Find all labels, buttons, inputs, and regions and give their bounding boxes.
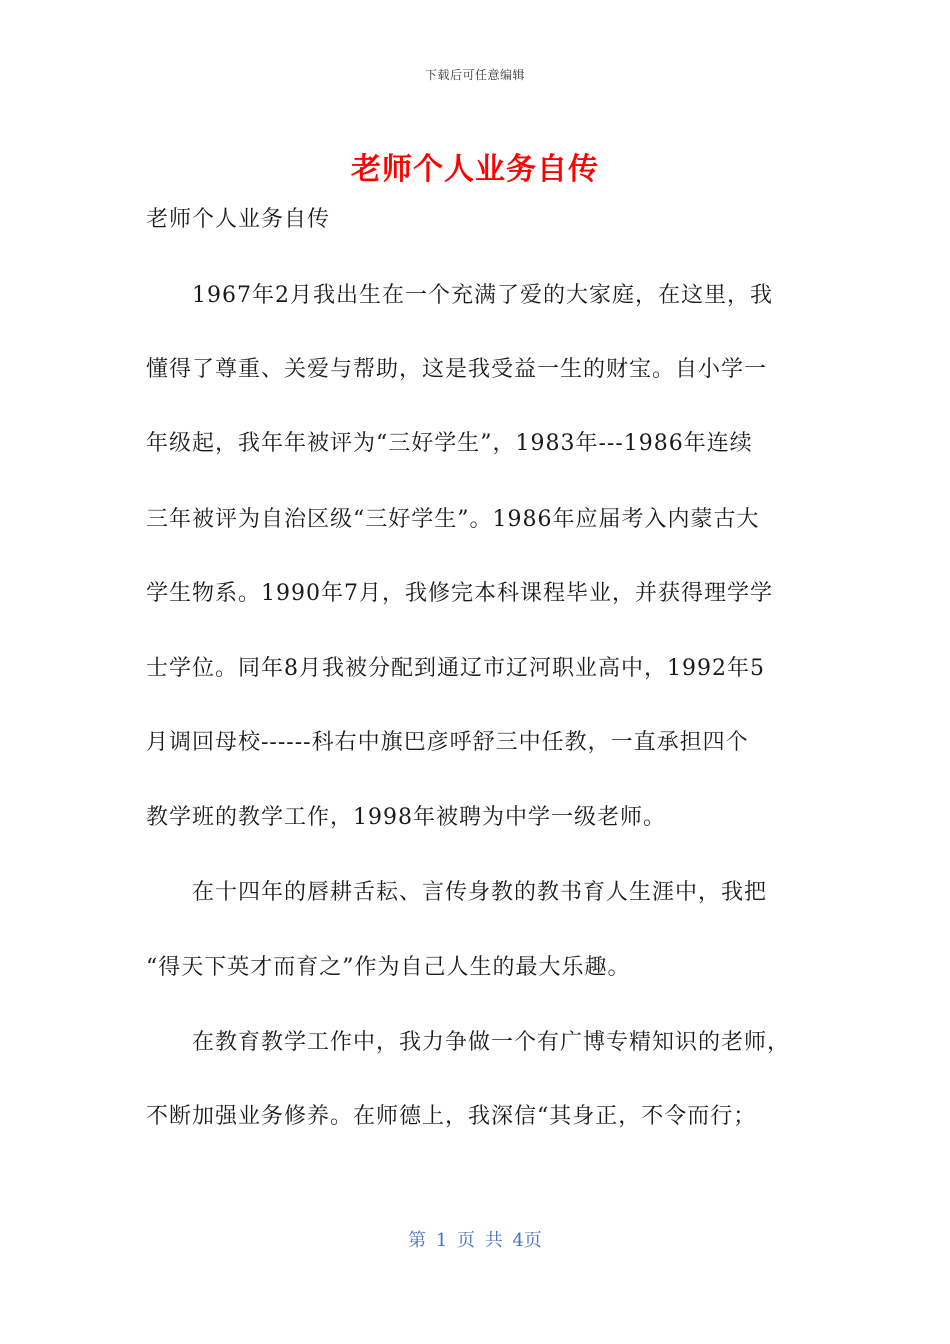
page-footer-info: 第 1 页 共 4页	[408, 1230, 542, 1251]
document-subtitle: 老师个人业务自传	[146, 207, 331, 232]
paragraph-line: 士学位。同年8月我被分配到通辽市辽河职业高中，1992年5	[146, 656, 765, 681]
paragraph-line: 教学班的教学工作，1998年被聘为中学一级老师。	[146, 805, 666, 830]
paragraph-line: 不断加强业务修养。在师德上，我深信“其身正，不令而行；	[146, 1104, 757, 1129]
paragraph-line: 懂得了尊重、关爱与帮助，这是我受益一生的财宝。自小学一	[146, 357, 768, 382]
paragraph-line: “得天下英才而育之”作为自己人生的最大乐趣。	[146, 955, 631, 980]
paragraph-line: 1967年2月我出生在一个充满了爱的大家庭，在这里，我	[146, 283, 773, 308]
paragraph-line: 月调回母校------科右中旗巴彦呼舒三中任教，一直承担四个	[146, 730, 749, 755]
paragraph-line: 在教育教学工作中，我力争做一个有广博专精知识的老师，	[146, 1030, 791, 1055]
paragraph-line: 在十四年的唇耕舌耘、言传身教的教书育人生涯中，我把	[146, 880, 768, 905]
document-title: 老师个人业务自传	[351, 152, 599, 187]
paragraph-line: 学生物系。1990年7月，我修完本科课程毕业，并获得理学学	[146, 581, 773, 606]
paragraph-line: 三年被评为自治区级“三好学生”。1986年应届考入内蒙古大	[146, 507, 760, 532]
paragraph-line: 年级起，我年年被评为“三好学生”，1983年---1986年连续	[146, 431, 753, 456]
page-header-note: 下载后可任意编辑	[424, 68, 525, 82]
